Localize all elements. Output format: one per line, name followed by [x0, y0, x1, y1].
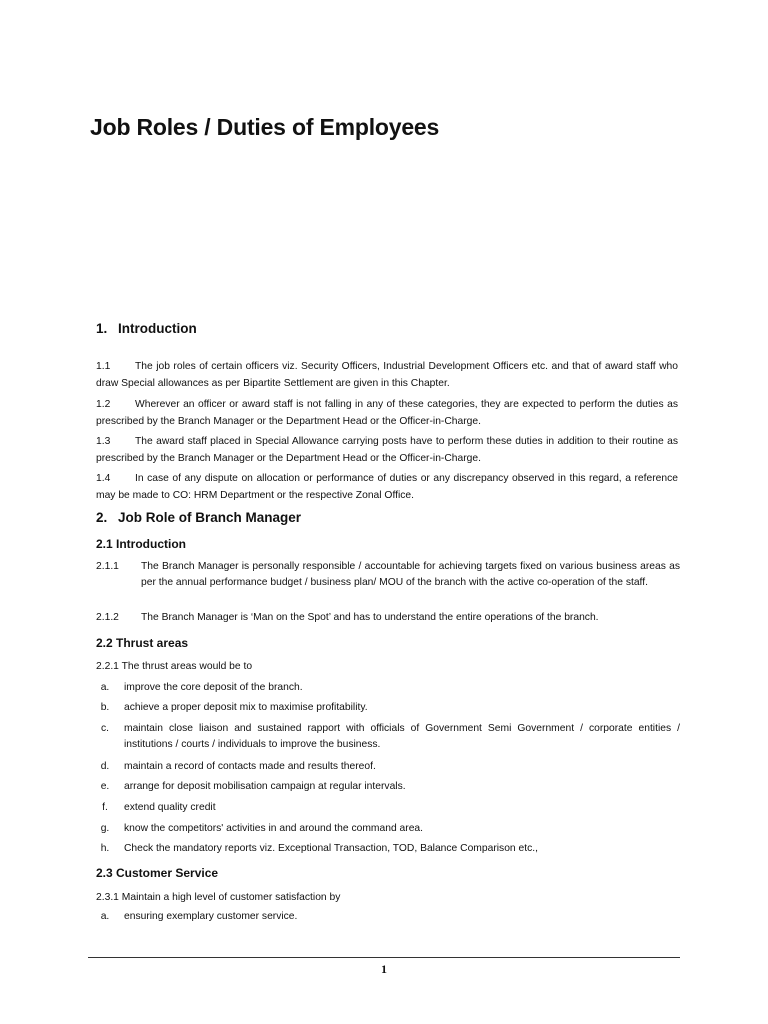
page-number: 1 [381, 962, 387, 976]
item-text: maintain a record of contacts made and results thereof. [124, 761, 376, 772]
section-1-heading [96, 321, 197, 336]
subsection-2-3-heading: 2.3 Customer Service [96, 866, 219, 880]
subsection-2-2-heading: 2.2 Thrust areas [96, 636, 189, 650]
item-marker: f. [102, 802, 108, 813]
paragraph-1-3 [96, 433, 678, 467]
paragraph-text: The job roles of certain officers viz. Security Officers, Industrial Development Officers etc. and that of award staff who draw Special allowances as per Bipartite Settlement are given in this Chapter. [96, 361, 678, 389]
paragraph-number: 1.1 [96, 361, 111, 372]
item-number: 2.1.2 [96, 612, 119, 623]
item-2-1-2 [96, 610, 680, 626]
paragraph-text: The award staff placed in Special Allowance carrying posts have to perform these duties in addition to their routine as prescribed by the Branch Manager or the Department Head or the Officer-in-Charge. [96, 436, 678, 464]
item-2-2-1-lead: 2.2.1 The thrust areas would be to [96, 661, 253, 672]
item-text: Check the mandatory reports viz. Exceptional Transaction, TOD, Balance Comparison etc., [124, 843, 538, 854]
paragraph-1-4 [96, 470, 678, 504]
thrust-item-b [96, 700, 680, 716]
item-marker: g. [100, 823, 110, 834]
thrust-item-h [96, 841, 680, 857]
paragraph-1-2 [96, 396, 678, 430]
section-2-number: 2. [96, 510, 108, 525]
section-2-heading [96, 510, 301, 525]
subsection-2-1-heading: 2.1 Introduction [96, 537, 186, 551]
item-marker: d. [100, 761, 110, 772]
section-1-title: Introduction [118, 321, 197, 336]
section-2-title: Job Role of Branch Manager [118, 510, 302, 525]
footer-divider [88, 957, 680, 958]
customer-item-a [96, 909, 680, 925]
item-text: arrange for deposit mobilisation campaign at regular intervals. [124, 781, 406, 792]
thrust-item-a [96, 680, 680, 696]
item-text: The Branch Manager is personally responsible / accountable for achieving targets fixed on various business areas as per the annual performance budget / business plan/ MOU of the branch with the active co-operation of the staff. [141, 561, 680, 588]
item-marker: b. [100, 702, 110, 713]
item-text: know the competitors' activities in and around the command area. [124, 823, 424, 834]
item-2-3-1-lead: 2.3.1 Maintain a high level of customer satisfaction by [96, 892, 341, 903]
item-text: maintain close liaison and sustained rapport with officials of Government Semi Government / corporate entities / institutions / courts / individuals to improve the business. [124, 723, 680, 750]
thrust-item-c [96, 721, 680, 753]
item-text: The Branch Manager is ‘Man on the Spot’ and has to understand the entire operations of the branch. [141, 612, 599, 623]
section-1-number: 1. [96, 321, 108, 336]
item-text: ensuring exemplary customer service. [124, 911, 298, 922]
paragraph-text: In case of any dispute on allocation or performance of duties or any discrepancy observed in this regard, a reference may be made to CO: HRM Department or the respective Zonal Office. [96, 473, 678, 501]
paragraph-1-1 [96, 358, 678, 392]
paragraph-number: 1.3 [96, 436, 111, 447]
document-title: Job Roles / Duties of Employees [90, 114, 440, 140]
item-2-1-1 [96, 559, 680, 591]
paragraph-number: 1.2 [96, 399, 111, 410]
thrust-item-f [96, 800, 680, 816]
item-marker: a. [100, 682, 110, 693]
item-marker: h. [100, 843, 110, 854]
item-marker: a. [100, 911, 110, 922]
item-text: achieve a proper deposit mix to maximise profitability. [124, 702, 368, 713]
item-text: extend quality credit [124, 802, 216, 813]
item-text: improve the core deposit of the branch. [124, 682, 303, 693]
thrust-item-d [96, 759, 680, 775]
thrust-item-e [96, 779, 680, 795]
item-marker: c. [100, 723, 109, 734]
item-number: 2.1.1 [96, 561, 119, 572]
paragraph-text: Wherever an officer or award staff is not falling in any of these categories, they are expected to perform the duties as prescribed by the Branch Manager or the Department Head or the Officer-in-Charge. [96, 399, 678, 427]
paragraph-number: 1.4 [96, 473, 111, 484]
thrust-item-g [96, 821, 680, 837]
item-marker: e. [100, 781, 110, 792]
